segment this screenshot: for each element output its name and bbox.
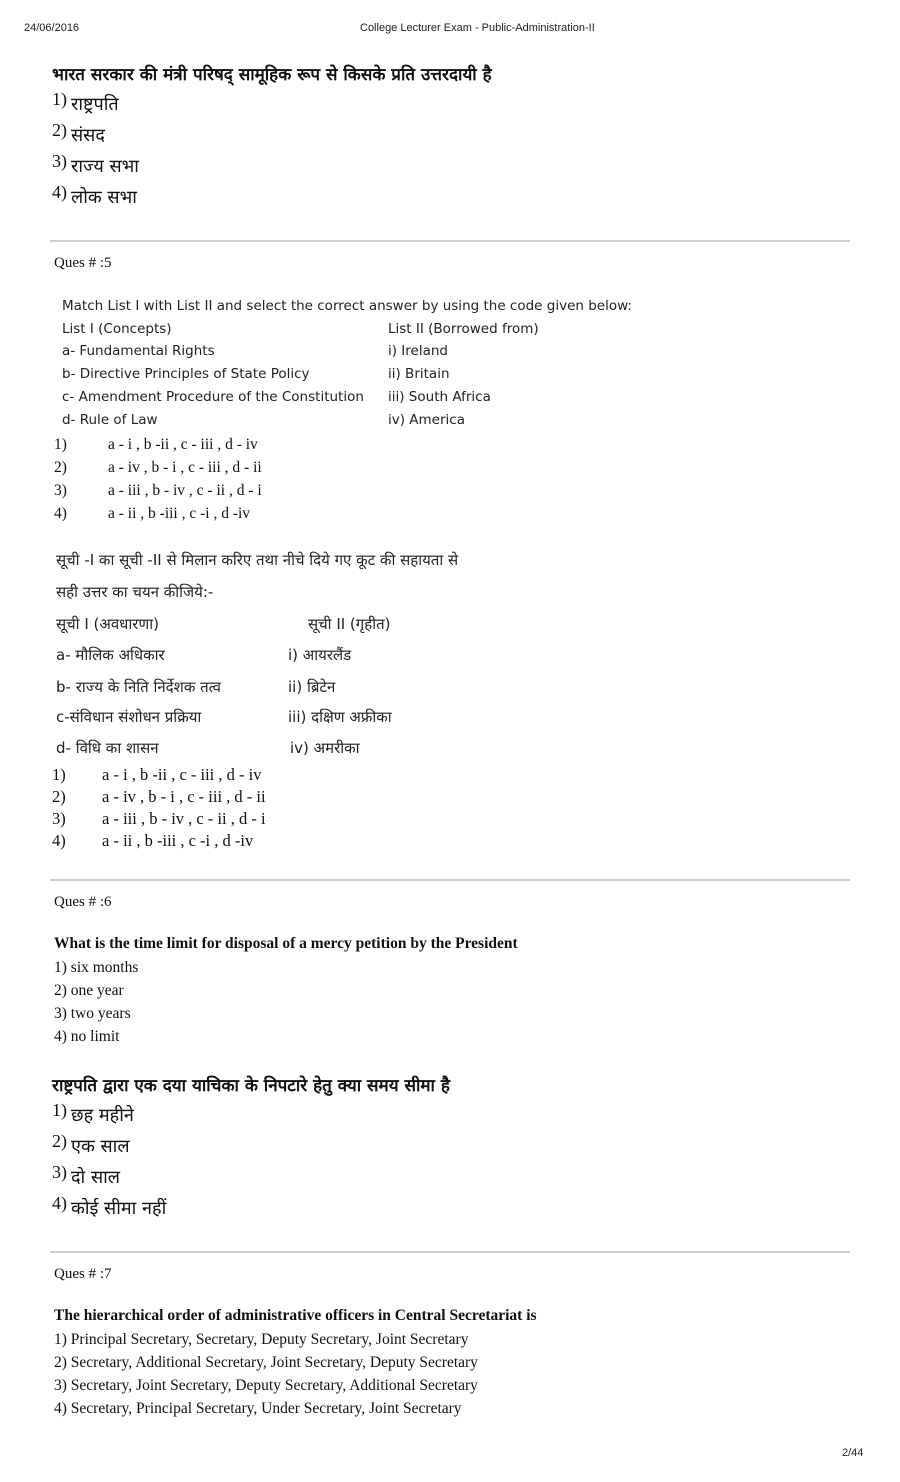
q5-hindi-list1-item: b- राज्य के निति निर्देशक तत्व [56,678,222,696]
option-number: 3) [52,1162,67,1182]
q5-hindi-option-4 [52,831,253,851]
q5-hindi-list2-item: iii) दक्षिण अफ्रीका [288,708,392,726]
page-number: 2/44 [842,1447,864,1459]
option-number: 3) [52,151,67,171]
q5-hindi-list1-item: c-संविधान संशोधन प्रक्रिया [56,708,202,726]
option-text: a - ii , b -iii , c -i , d -iv [108,505,251,522]
q6-label: Ques # :6 [54,894,112,910]
option-text: एक साल [71,1136,130,1157]
option-text: राज्य सभा [71,156,139,177]
q6-question: What is the time limit for disposal of a mercy petition by the President [54,935,518,952]
option-text: a - i , b -ii , c - iii , d - iv [102,765,262,784]
option-number: 2) [52,787,66,806]
option-number: 4) [52,831,66,850]
q5-list1-heading: List I (Concepts) [62,321,172,337]
option-number: 3) [54,482,67,499]
q6-option-3: 3) two years [54,1005,131,1022]
q5-hindi-list2-item: i) आयरलैंड [288,646,352,664]
q6-hindi-option-3 [52,1162,120,1189]
option-text: a - i , b -ii , c - iii , d - iv [108,436,258,453]
option-number: 2) [54,459,67,476]
option-text: a - iv , b - i , c - iii , d - ii [108,459,262,476]
option-number: 1) [52,89,67,109]
option-text: लोक सभा [71,187,137,208]
q5-hindi-instruction-1: सूची -I का सूची -II से मिलान करिए तथा नीचे दिये गए कूट की सहायता से [56,551,459,569]
q5-instruction: Match List I with List II and select the correct answer by using the code given below: [62,298,632,314]
option-text: a - iii , b - iv , c - ii , d - i [108,482,262,499]
q5-list2-item: i) Ireland [388,343,448,359]
option-number: 4) [52,1193,67,1213]
q5-option-1 [54,436,258,454]
q5-list1-item: d- Rule of Law [62,412,158,428]
option-number: 4) [54,505,67,522]
q5-option-2 [54,459,262,477]
q4-hindi-option-4 [52,182,137,209]
q5-list2-heading: List II (Borrowed from) [388,321,539,337]
q5-option-3 [54,482,262,500]
q4-hindi-option-1 [52,89,119,116]
q5-hindi-list1-heading: सूची I (अवधारणा) [56,615,159,633]
q4-hindi-option-2 [52,120,105,147]
q7-question: The hierarchical order of administrative officers in Central Secretariat is [54,1307,537,1324]
option-text: संसद [71,125,105,146]
q5-hindi-option-1 [52,765,261,785]
q4-hindi-option-3 [52,151,139,178]
q5-hindi-instruction-2: सही उत्तर का चयन कीजिये:- [56,583,214,601]
option-text: छह महीने [71,1105,134,1126]
divider [50,1251,850,1253]
q5-hindi-option-2 [52,787,266,807]
q5-option-4 [54,505,250,523]
divider [50,879,850,881]
q5-hindi-list2-heading: सूची II (गृहीत) [308,615,391,633]
q5-hindi-list2-item: iv) अमरीका [290,739,360,757]
option-text: a - iii , b - iv , c - ii , d - i [102,809,266,828]
q4-hindi-question: भारत सरकार की मंत्री परिषद् सामूहिक रूप से किसके प्रति उत्तरदायी है [52,65,492,85]
q5-label: Ques # :5 [54,255,112,271]
q5-list1-item: a- Fundamental Rights [62,343,215,359]
q7-option-4: 4) Secretary, Principal Secretary, Under Secretary, Joint Secretary [54,1400,462,1417]
option-text: कोई सीमा नहीं [71,1198,167,1219]
q6-option-4: 4) no limit [54,1028,120,1045]
option-number: 4) [52,182,67,202]
option-number: 3) [52,809,66,828]
option-number: 1) [54,436,67,453]
q7-option-3: 3) Secretary, Joint Secretary, Deputy Secretary, Additional Secretary [54,1377,478,1394]
option-text: a - ii , b -iii , c -i , d -iv [102,831,254,850]
q5-hindi-list1-item: a- मौलिक अधिकार [56,646,165,664]
header-title: College Lecturer Exam - Public-Administration-II [360,22,595,34]
q6-hindi-option-1 [52,1100,134,1127]
option-text: a - iv , b - i , c - iii , d - ii [102,787,266,806]
q5-list2-item: ii) Britain [388,366,450,382]
option-number: 1) [52,1100,67,1120]
q7-option-1: 1) Principal Secretary, Secretary, Deputy Secretary, Joint Secretary [54,1331,469,1348]
q5-list1-item: c- Amendment Procedure of the Constitution [62,389,364,405]
q5-hindi-list2-item: ii) ब्रिटेन [288,678,336,696]
q5-hindi-option-3 [52,809,266,829]
q6-option-2: 2) one year [54,982,124,999]
divider [50,240,850,242]
option-number: 1) [52,765,66,784]
option-text: दो साल [71,1167,120,1188]
option-number: 2) [52,120,67,140]
header-date: 24/06/2016 [24,22,80,34]
q7-option-2: 2) Secretary, Additional Secretary, Joint Secretary, Deputy Secretary [54,1354,478,1371]
q6-hindi-option-2 [52,1131,130,1158]
q7-label: Ques # :7 [54,1266,112,1282]
q6-option-1: 1) six months [54,959,139,976]
q5-list2-item: iv) America [388,412,465,428]
q5-hindi-list1-item: d- विधि का शासन [56,739,159,757]
option-text: राष्ट्रपति [71,94,119,115]
q5-list1-item: b- Directive Principles of State Policy [62,366,310,382]
option-number: 2) [52,1131,67,1151]
q6-hindi-option-4 [52,1193,167,1220]
q5-list2-item: iii) South Africa [388,389,491,405]
q6-hindi-question: राष्ट्रपति द्वारा एक दया याचिका के निपटारे हेतु क्या समय सीमा है [52,1076,450,1096]
